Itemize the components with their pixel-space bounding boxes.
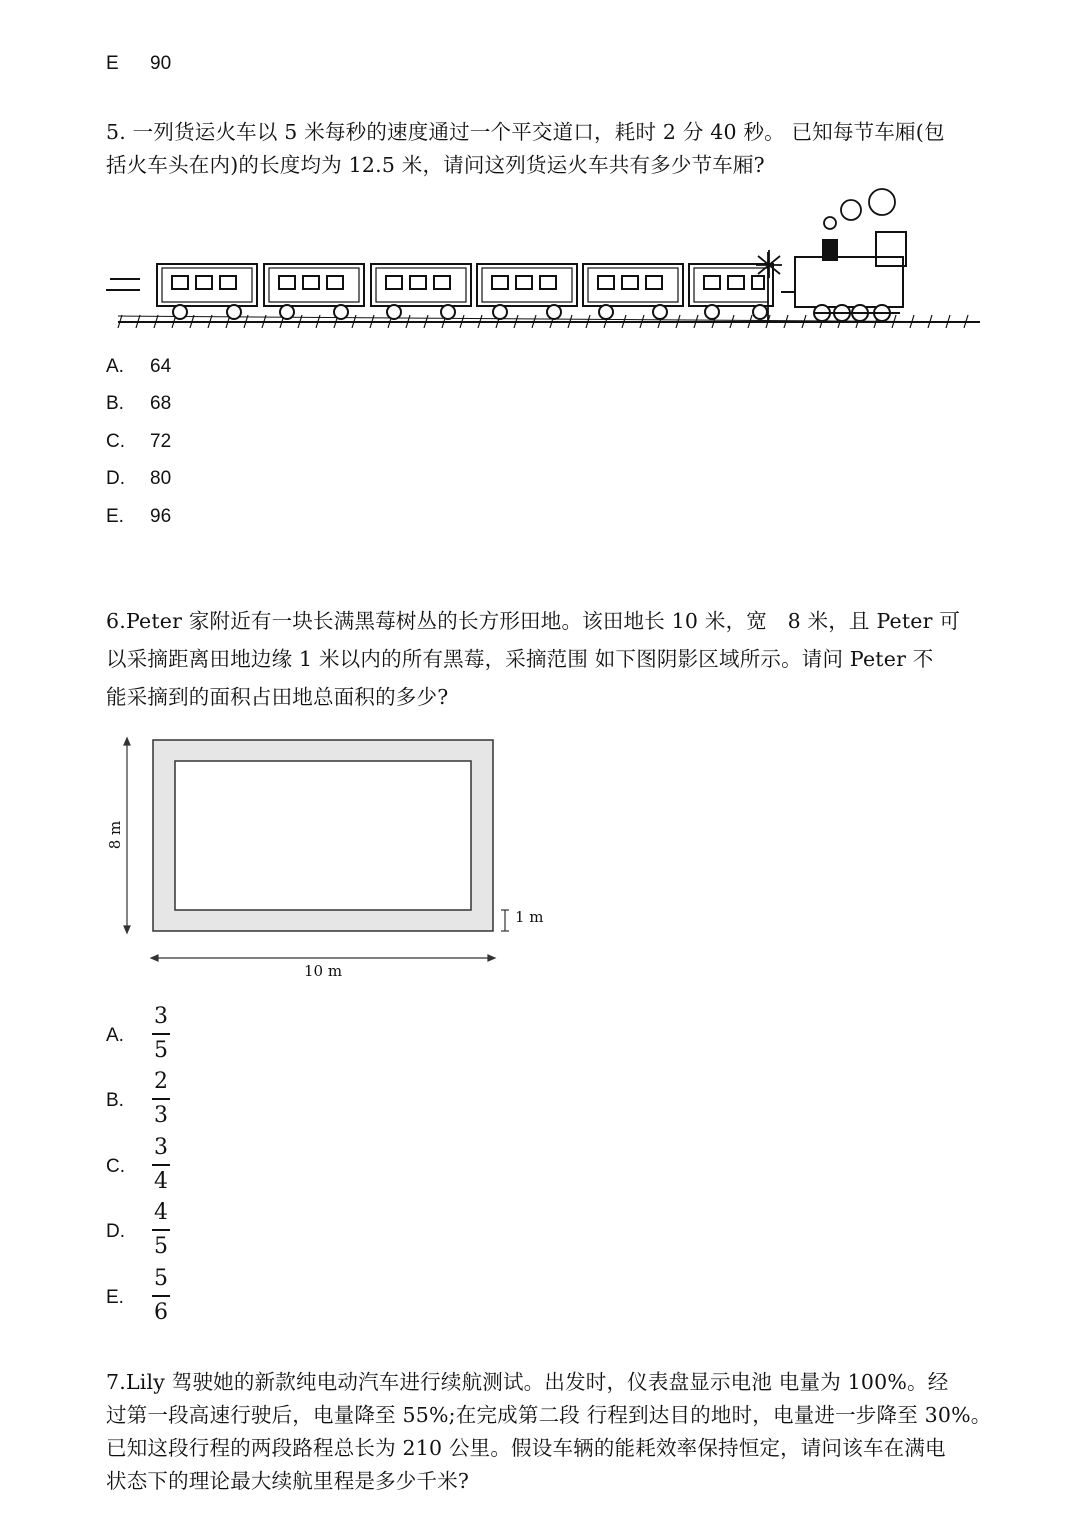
q7-text-line-3: 已知这段行程的两段路程总长为 210 公里。假设车辆的能耗效率保持恒定，请问该车在满电 <box>106 1436 946 1460</box>
wagon-1 <box>157 264 257 319</box>
q6-option-c-letter: C. <box>106 1156 125 1177</box>
field-inner-area <box>175 761 471 910</box>
fraction-bar <box>152 1295 170 1297</box>
q6-option-e-letter: E. <box>106 1287 124 1308</box>
fraction-denominator: 6 <box>154 1299 168 1325</box>
q5-option-d-value: 80 <box>150 468 172 489</box>
wagon-3 <box>371 264 471 319</box>
fraction-bar <box>152 1229 170 1231</box>
wagon-5 <box>583 264 683 319</box>
train-illustration <box>100 182 990 337</box>
wagon-2 <box>264 264 364 319</box>
fraction-bar <box>152 1033 170 1035</box>
smoke-puffs <box>824 189 895 229</box>
wagon-4 <box>477 264 577 319</box>
q6-option-a-letter: A. <box>106 1025 124 1046</box>
prev-option-letter: E <box>106 53 119 74</box>
q6-option-e-fraction <box>152 1266 170 1326</box>
q5-option-a-letter: A. <box>106 356 124 377</box>
fraction-denominator: 4 <box>154 1168 168 1194</box>
q5-option-b-value: 68 <box>150 393 172 414</box>
height-label-wrap <box>100 822 130 852</box>
q6-option-b-fraction <box>152 1069 170 1129</box>
fraction-numerator: 3 <box>154 1135 168 1160</box>
locomotive <box>781 232 906 321</box>
fraction-numerator: 5 <box>154 1266 168 1291</box>
fraction-numerator: 2 <box>154 1069 168 1094</box>
q5-option-c-value: 72 <box>150 431 172 452</box>
q6-option-a-fraction <box>152 1004 170 1064</box>
prev-option-value: 90 <box>150 53 172 74</box>
q6-text-line-1: 6.Peter 家附近有一块长满黑莓树丛的长方形田地。该田地长 10 米，宽 8 米，且 Peter 可 <box>106 609 961 633</box>
q7-text-line-2: 过第一段高速行驶后，电量降至 55%;在完成第二段 行程到达目的地时，电量进一步降至 30%。 <box>106 1403 992 1427</box>
q5-option-b-letter: B. <box>106 393 124 414</box>
q6-option-b-letter: B. <box>106 1090 124 1111</box>
fraction-numerator: 3 <box>154 1004 168 1029</box>
margin-label: 1 m <box>515 908 544 926</box>
fraction-denominator: 5 <box>154 1233 168 1259</box>
field-diagram <box>100 730 560 990</box>
q5-text-line-1: 5. 一列货运火车以 5 米每秒的速度通过一个平交道口，耗时 2 分 40 秒。 已知每节车厢(包 <box>106 120 945 144</box>
height-label: 8 m <box>106 820 124 850</box>
q5-option-e-letter: E. <box>106 506 124 527</box>
q6-text-line-2: 以采摘距离田地边缘 1 米以内的所有黑莓，采摘范围 如下图阴影区域所示。请问 Peter 不 <box>106 647 934 671</box>
q5-option-e-value: 96 <box>150 506 172 527</box>
q6-option-c-fraction <box>152 1135 170 1195</box>
q7-text-line-1: 7.Lily 驾驶她的新款纯电动汽车进行续航测试。出发时，仪表盘显示电池 电量为 100%。经 <box>106 1370 949 1394</box>
q6-text-line-3: 能采摘到的面积占田地总面积的多少? <box>106 685 449 709</box>
q7-text-line-4: 状态下的理论最大续航里程是多少千米? <box>106 1469 470 1493</box>
fraction-bar <box>152 1164 170 1166</box>
q5-option-d-letter: D. <box>106 468 125 489</box>
q6-option-d-fraction <box>152 1200 170 1260</box>
q5-text-line-2: 括火车头在内)的长度均为 12.5 米，请问这列货运火车共有多少节车厢? <box>106 153 765 177</box>
fraction-bar <box>152 1098 170 1100</box>
fraction-denominator: 3 <box>154 1102 168 1128</box>
fraction-denominator: 5 <box>154 1037 168 1063</box>
q6-option-d-letter: D. <box>106 1221 125 1242</box>
width-label: 10 m <box>304 962 343 980</box>
q5-option-a-value: 64 <box>150 356 172 377</box>
q5-option-c-letter: C. <box>106 431 125 452</box>
fraction-numerator: 4 <box>154 1200 168 1225</box>
